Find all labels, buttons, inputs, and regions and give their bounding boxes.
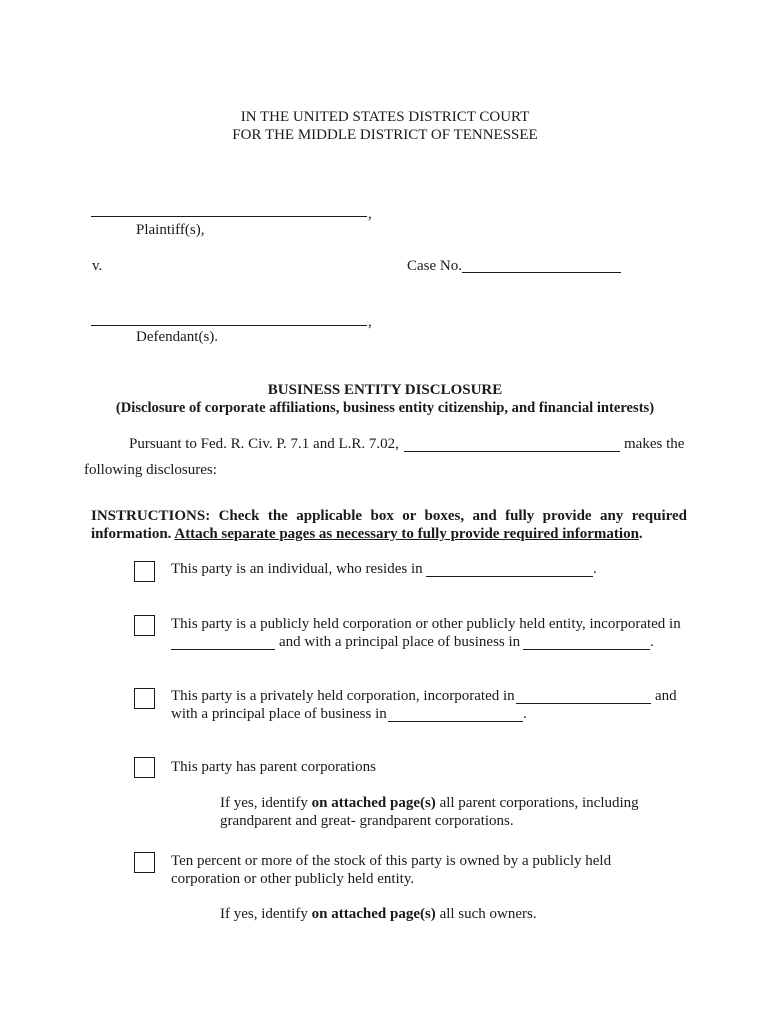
parent-corp-note-line1 (220, 795, 639, 812)
form-title: BUSINESS ENTITY DISCLOSURE (267, 382, 503, 398)
private-period: . (523, 706, 527, 722)
following-disclosures-text: following disclosures: (84, 462, 217, 478)
private-principal-place-blank[interactable] (388, 721, 523, 722)
private-incorporated-blank[interactable] (516, 703, 651, 704)
instructions-line1: INSTRUCTIONS: Check the applicable box or boxes, and fully provide any required (91, 508, 687, 524)
defendant-label: Defendant(s). (136, 329, 219, 345)
versus-label: v. (92, 258, 103, 274)
private-corp-line2: with a principal place of business in (171, 706, 387, 722)
private-and: and (655, 688, 677, 704)
case-no-blank[interactable] (462, 272, 621, 273)
party-name-blank[interactable] (404, 451, 620, 452)
ten-percent-note-end: all such owners. (439, 906, 537, 922)
ten-percent-line2: corporation or other publicly held entity. (171, 871, 415, 887)
individual-residence-blank[interactable] (426, 576, 593, 577)
public-period: . (650, 634, 654, 650)
parent-corp-checkbox[interactable] (134, 757, 155, 778)
plaintiff-blank[interactable] (91, 216, 367, 217)
parent-note-bold: on attached page(s) (311, 795, 436, 811)
private-corp-line1: This party is a privately held corporation, incorporated in (171, 688, 515, 704)
pursuant-text: Pursuant to Fed. R. Civ. P. 7.1 and L.R. 7.02, (129, 436, 399, 452)
public-incorporated-blank[interactable] (171, 649, 275, 650)
court-header-line2: FOR THE MIDDLE DISTRICT OF TENNESSEE (232, 127, 538, 143)
instructions-information: information. (91, 526, 172, 542)
defendant-blank[interactable] (91, 325, 367, 326)
makes-the-text: makes the (624, 436, 685, 452)
individual-checkbox[interactable] (134, 561, 155, 582)
form-subtitle: (Disclosure of corporate affiliations, business entity citizenship, and financial interests) (115, 400, 655, 416)
public-principal-place-blank[interactable] (523, 649, 650, 650)
public-corp-line1: This party is a publicly held corporation or other publicly held entity, incorporated in (171, 616, 681, 632)
instructions-period: . (638, 526, 643, 542)
parent-corp-text: This party has parent corporations (171, 759, 376, 775)
public-corp-line2: and with a principal place of business in (279, 634, 521, 650)
parent-corp-note-line2: grandparent and great- grandparent corporations. (220, 813, 514, 829)
instructions-attach-note: Attach separate pages as necessary to fully provide required information (174, 526, 639, 542)
parent-note-end: all parent corporations, including (439, 795, 639, 811)
ten-percent-note-start: If yes, identify (220, 906, 308, 922)
public-corp-checkbox[interactable] (134, 615, 155, 636)
private-corp-checkbox[interactable] (134, 688, 155, 709)
defendant-comma: , (368, 314, 372, 330)
individual-text: This party is an individual, who resides in (171, 561, 423, 577)
ten-percent-note-bold: on attached page(s) (311, 906, 436, 922)
plaintiff-label: Plaintiff(s), (136, 222, 205, 238)
court-header-line1: IN THE UNITED STATES DISTRICT COURT (240, 109, 530, 125)
instructions-line2 (91, 526, 643, 543)
plaintiff-comma: , (368, 206, 372, 222)
ten-percent-checkbox[interactable] (134, 852, 155, 873)
case-no-label: Case No. (407, 258, 462, 274)
ten-percent-note (220, 906, 537, 923)
parent-note-start: If yes, identify (220, 795, 308, 811)
ten-percent-line1: Ten percent or more of the stock of this party is owned by a publicly held (171, 853, 612, 869)
individual-period: . (593, 561, 597, 577)
